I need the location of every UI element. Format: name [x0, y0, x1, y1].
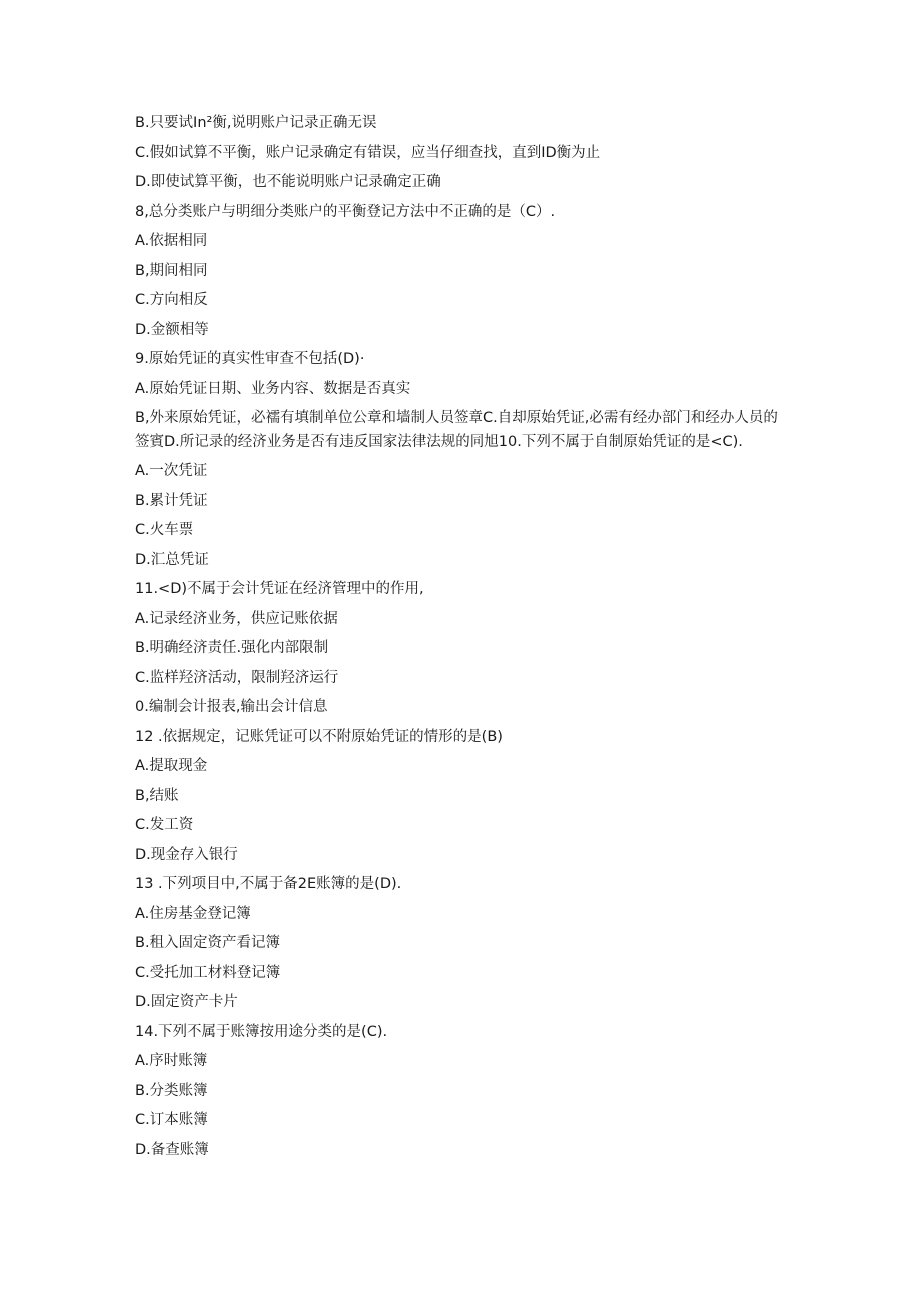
- question-9: 9.原始凭证的真实性审查不包括(D)·: [135, 351, 365, 367]
- question-10-option-b: B.累计凭证: [135, 492, 208, 509]
- question-13-option-b: B.租入固定资产看记簿: [135, 935, 281, 951]
- option-b-trial-balance: B.只要试In²衡,说明账户记录正确无误: [135, 115, 377, 131]
- question-11-option-d: 0.编制会计报表,输出会计信息: [135, 699, 328, 715]
- question-10-option-d: D.汇总凭证: [135, 551, 209, 568]
- question-9-option-a: A.原始凭证日期、业务内容、数据是否真实: [135, 380, 411, 397]
- question-8: 8,总分类账户与明细分类账户的平衡登记方法中不正确的是（C）.: [135, 203, 556, 220]
- question-11-option-a: A.记录经济业务，供应记账依据: [135, 610, 338, 627]
- question-8-option-b: B,期间相同: [135, 262, 208, 279]
- question-13-option-d: D.固定资产卡片: [135, 994, 238, 1010]
- question-14-option-b: B.分类账簿: [135, 1082, 208, 1099]
- question-11: 11.<D)不属于会计凭证在经济管理中的作用,: [135, 581, 424, 597]
- question-10-option-c: C.火车票: [135, 522, 194, 538]
- question-12-option-b: B,结账: [135, 787, 179, 804]
- question-11-option-b: B.明确经济责任.强化内部限制: [135, 640, 329, 656]
- question-13-option-c: C.受托加工材料登记簿: [135, 964, 281, 981]
- question-10-option-a: A.一次凭证: [135, 463, 208, 479]
- option-c-trial-balance: C.假如试算不平衡，账户记录确定有错误，应当仔细查找，直到ID衡为止: [135, 144, 601, 161]
- question-11-option-c: C.监样羟济活动，限制羟济运行: [135, 669, 339, 686]
- question-8-option-a: A.依据相同: [135, 233, 208, 249]
- document-body: [135, 111, 785, 1167]
- question-14-option-a: A.序时账簿: [135, 1053, 208, 1069]
- question-14-option-d: D.备查账簿: [135, 1141, 209, 1158]
- question-14: 14.下列不属于账簿按用途分类的是(C).: [135, 1023, 388, 1040]
- question-13-option-a: A.住房基金登记簿: [135, 905, 251, 922]
- question-8-option-d: D.金额相等: [135, 321, 209, 338]
- question-12-option-c: C.发工资: [135, 817, 194, 833]
- question-12-option-d: D.现金存入银行: [135, 846, 238, 863]
- question-13: 13 .下列项目中,不属于备2E账簿的是(D).: [135, 876, 402, 892]
- question-8-option-c: C.方向相反: [135, 292, 208, 308]
- question-12-option-a: A.提取现金: [135, 758, 208, 774]
- question-14-option-c: C.订本账簿: [135, 1112, 208, 1128]
- option-d-trial-balance: D.即使试算平衡，也不能说明账户记录确定正确: [135, 174, 441, 190]
- question-12: 12 .依据规定，记账凭证可以不附原始凭证的情形的是(B): [135, 728, 503, 745]
- question-9-options-and-question-10: B,外来原始凭证，必襦有填制单位公章和墙制人员签章C.自却原始凭证,必需有经办部门和经办人员的签賓D.所记录的经济业务是否有违反国家法律法规的同旭10.下列不属于自制原始凭证的是<C).: [135, 410, 778, 450]
